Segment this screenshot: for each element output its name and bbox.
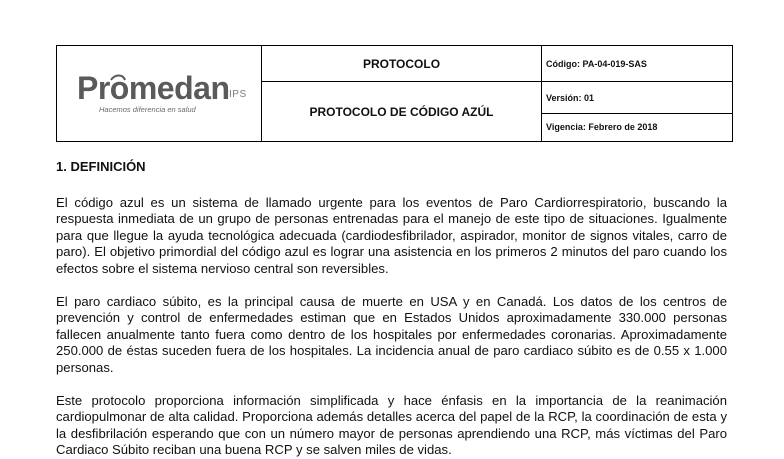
paragraph-2: El paro cardiaco súbito, es la principal causa de muerte en USA y en Canadá. Los datos de los centros de prevención y control de enfermedades estiman que en Estados Unidos aproximadamente 330.000 personas fallecen anualmente tanto fuera como dentro de los hospitales por enfermedades coronarias. Aproximadamente 250.000 de éstas suceden fuera de los hospitales. La incidencia anual de paro cardiaco súbito es de 0.55 x 1.000 personas. [56,293,727,375]
protocol-label: PROTOCOLO [262,46,542,82]
paragraph-1: El código azul es un sistema de llamado urgente para los eventos de Paro Cardiorrespiratorio, buscando la respuesta inmediata de un grupo de personas entrenadas para el manejo de este tipo de situaciones. Igualmente para que llegue la ayuda tecnológica adecuada (cardiodesfibrilador, aspirador, monitor de signos vitales, carro de paro). El objetivo primordial del código azul es lograr una asistencia en los primeros 2 minutos del paro cuando los efectos sobre el sistema nervioso central son reversibles. [56,194,727,276]
document-code: Código: PA-04-019-SAS [542,46,733,82]
logo-ips-text: IPS [229,88,247,100]
document-header-table [56,45,733,142]
logo-brand-text: Promedan [77,69,230,106]
paragraph-3: Este protocolo proporciona información simplificada y hace énfasis en la importancia de la reanimación cardiopulmonar de alta calidad. Proporciona además detalles acerca del papel de la RCP, la coordinación de esta y la desfibrilación esperando que con un número mayor de personas aprendiendo una RCP, más víctimas del Paro Cardiaco Súbito reciban una buena RCP y se salven miles de vidas. [56,392,727,458]
document-version: Versión: 01 [542,82,733,113]
promedan-logo [77,66,257,122]
hand-heart-icon [77,66,137,106]
section-heading: 1. DEFINICIÓN [56,159,146,174]
logo-tagline: Hacemos diferencia en salud [99,104,196,114]
protocol-title: PROTOCOLO DE CÓDIGO AZÚL [262,82,542,142]
document-body [56,150,727,459]
document-validity: Vigencia: Febrero de 2018 [542,113,733,141]
logo-cell [57,46,262,142]
